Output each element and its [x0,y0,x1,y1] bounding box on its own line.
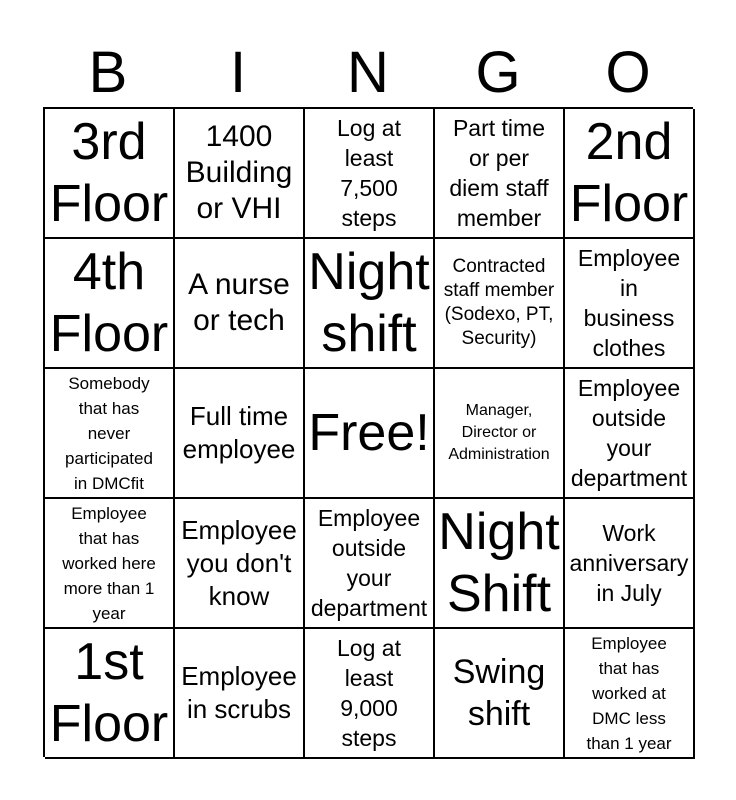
header-letter-g: G [475,40,521,105]
cell-label: Employee outside your department [570,375,688,491]
cell-label: Manager, Director or Administration [448,402,550,463]
cell-label: Full time employee [182,401,296,464]
bingo-board [43,107,693,757]
cell-label: Employee that has worked here more than 1 year [62,503,156,623]
cell-label: Employee outside your department [310,505,428,621]
cell-label: Swing shift [452,653,546,733]
cell-label: Night Shift [438,503,560,623]
bingo-cell-r3c5[interactable] [565,369,695,499]
bingo-cell-r1c5[interactable] [565,109,695,239]
bingo-cell-r1c4[interactable] [435,109,565,239]
bingo-cell-r1c2[interactable] [175,109,305,239]
bingo-header [43,40,693,106]
bingo-cell-r2c3[interactable] [305,239,435,369]
bingo-cell-r3c4[interactable] [435,369,565,499]
bingo-cell-r2c2[interactable] [175,239,305,369]
header-letter-o: O [605,40,651,105]
cell-label: Employee in business clothes [577,245,681,361]
bingo-cell-r2c4[interactable] [435,239,565,369]
bingo-cell-r5c5[interactable] [565,629,695,759]
bingo-cell-r5c2[interactable] [175,629,305,759]
bingo-cell-r5c1[interactable] [45,629,175,759]
bingo-cell-r1c1[interactable] [45,109,175,239]
cell-label: Work anniversary in July [569,520,689,606]
free-space-label: Free! [308,404,430,462]
bingo-cell-r3c3-free[interactable] [305,369,435,499]
cell-label: Log at least 7,500 steps [337,115,401,231]
bingo-cell-r4c1[interactable] [45,499,175,629]
cell-label: Night shift [308,243,430,363]
cell-label: Somebody that has never participated in DMCfit [65,373,153,493]
bingo-cell-r3c2[interactable] [175,369,305,499]
bingo-cell-r5c4[interactable] [435,629,565,759]
bingo-cell-r4c2[interactable] [175,499,305,629]
bingo-cell-r2c5[interactable] [565,239,695,369]
cell-label: Part time or per diem staff member [449,115,549,231]
cell-label: 1400 Building or VHI [185,120,293,225]
cell-label: 2nd Floor [569,113,689,233]
header-letter-b: B [88,40,128,105]
cell-label: 4th Floor [49,243,169,363]
bingo-cell-r1c3[interactable] [305,109,435,239]
bingo-cell-r3c1[interactable] [45,369,175,499]
cell-label: Employee you don't know [181,514,297,611]
header-letter-n: N [347,40,389,105]
cell-label: Contracted staff member (Sodexo, PT, Security) [443,256,555,349]
bingo-cell-r5c3[interactable] [305,629,435,759]
header-letter-i: I [229,40,247,105]
cell-label: Log at least 9,000 steps [337,635,401,751]
cell-label: 3rd Floor [49,113,169,233]
bingo-cell-r4c3[interactable] [305,499,435,629]
bingo-cell-r4c4[interactable] [435,499,565,629]
bingo-cell-r2c1[interactable] [45,239,175,369]
cell-label: 1st Floor [49,633,169,753]
bingo-cell-r4c5[interactable] [565,499,695,629]
cell-label: Employee that has worked at DMC less than 1 year [586,633,672,753]
cell-label: A nurse or tech [188,268,290,337]
cell-label: Employee in scrubs [181,661,297,724]
